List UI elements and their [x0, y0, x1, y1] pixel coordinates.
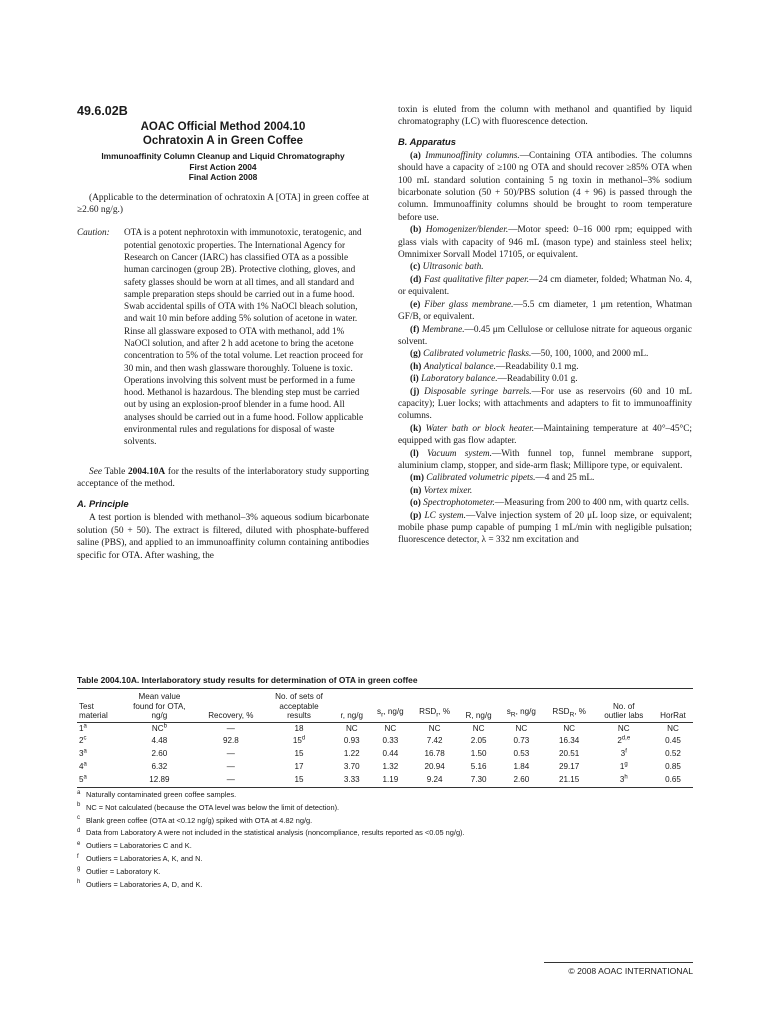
cell-sr: 1.19 — [370, 774, 411, 787]
apparatus-list — [398, 150, 692, 547]
method-technique: Immunoaffinity Column Cleanup and Liquid Chromatography — [101, 151, 345, 161]
cell-rsdR: 16.34 — [559, 736, 580, 746]
apparatus-letter: (h) — [410, 361, 422, 372]
method-subtitle: Ochratoxin A in Green Coffee — [142, 135, 304, 147]
cell-R: 1.50 — [470, 749, 487, 759]
cell-sets: 15 — [264, 774, 334, 787]
table-footnotes — [77, 789, 693, 891]
table-caption: Table 2004.10A. Interlaboratory study results for determination of OTA in green coffee — [77, 675, 418, 685]
apparatus-letter: (c) — [410, 262, 421, 273]
left-column — [77, 104, 369, 562]
cell-mean: $NC^b$ — [151, 722, 167, 733]
cell-rsdR: 21.15 — [544, 774, 595, 787]
apparatus-text: —Valve injection system of 20 μL loop size, or equivalent; mobile phase pump capable of pumping 1 mL/min with negligible pulsation; fluorescence detector, λ = 332 nm excitation and — [398, 510, 693, 546]
cell-mean: 6.32 — [151, 762, 168, 772]
table-section — [77, 675, 693, 891]
cell-rsdr: NC — [428, 723, 441, 733]
page-footer: © 2008 AOAC INTERNATIONAL — [544, 962, 693, 976]
apparatus-heading: B. Apparatus — [398, 135, 456, 147]
header-mean-value: Mean value found for OTA, ng/g — [121, 689, 197, 723]
header-R: R, ng/g — [458, 689, 499, 723]
apparatus-text: —Containing OTA antibodies. The columns should have a capacity of ≥100 ng OTA and should recover ≥85% OTA when 100 mL standard solution containing 5 ng toxin in methanol–3% sodium bicarbonate solution (50 + 50)/PBS solution (4 + 96) is passed through the column. Immunoaffinity columns should be brought to room temperature before use. — [398, 150, 692, 223]
apparatus-text: —5.5 cm diameter, 1 μm retention, Whatman GF/B, or equivalent. — [398, 299, 692, 323]
cell-material: 2$^c$ — [79, 735, 87, 746]
cell-sr: 1.32 — [382, 762, 399, 772]
apparatus-item — [398, 150, 692, 224]
cell-recovery: — — [226, 749, 235, 759]
cell-rsdr: 20.94 — [424, 762, 445, 772]
cell-recovery: 92.8 — [222, 736, 239, 746]
principle-continued: toxin is eluted from the column with methanol and quantified by liquid chromatography (LC) with fluorescence detection. — [398, 105, 692, 128]
cell-horrat: NC — [667, 723, 679, 733]
right-column — [398, 104, 692, 547]
apparatus-letter: (g) — [410, 349, 421, 360]
header-test-material: Test material — [77, 689, 121, 723]
cell-sR: NC — [515, 723, 528, 733]
cell-sr: 0.44 — [382, 749, 399, 759]
footnote: $^f$ Outliers = Laboratories A, K, and N. — [77, 853, 203, 864]
footnote: $^e$ Outliers = Laboratories C and K. — [77, 840, 192, 851]
cell-R: NC — [472, 723, 485, 733]
see-table-paragraph — [77, 466, 369, 491]
apparatus-name: Analytical balance. — [423, 361, 496, 372]
apparatus-name: Vacuum system. — [427, 448, 492, 459]
apparatus-name: Spectrophotometer. — [423, 498, 495, 509]
apparatus-item — [398, 361, 692, 373]
apparatus-name: Fast qualitative filter paper. — [423, 274, 530, 285]
cell-material: 1$^a$ — [79, 722, 87, 733]
cell-sets: 17 — [294, 762, 304, 772]
cell-recovery: — — [198, 774, 265, 787]
cell-mean: 12.89 — [121, 774, 197, 787]
apparatus-letter: (m) — [410, 473, 424, 484]
cell-r: 3.70 — [343, 762, 360, 772]
apparatus-item — [398, 261, 692, 273]
see-pre: Table — [102, 466, 128, 477]
cell-r: NC — [345, 723, 358, 733]
table-row — [77, 722, 693, 735]
cell-rsdR: 20.51 — [559, 749, 580, 759]
footnote: $^g$ Outlier = Laboratory K. — [77, 866, 161, 876]
cell-sets: 15$^d$ — [292, 735, 306, 746]
cell-material: 5$^a$ — [77, 774, 121, 787]
cell-sets: 18 — [294, 723, 304, 733]
apparatus-item — [398, 373, 692, 385]
apparatus-item — [398, 299, 692, 324]
cell-r: 1.22 — [343, 749, 360, 759]
cell-r: 0.93 — [343, 736, 360, 746]
apparatus-text: —4 and 25 mL. — [535, 473, 595, 484]
caution-text: OTA is a potent nephrotoxin with immunotoxic, teratogenic, and potential genotoxic properties. The International Agency for Research on Cancer (IARC) has classified OTA as a possible human carcinogen (group 2B). Protective clothing, gloves, and safety glasses should be worn at all times, and all standard and sample preparation steps should be carried out in a fume hood. Swab accidental spills of OTA with 1% NaOCl bleach solution, and wait 10 min before adding 5% solution of acetone in water. Rinse all glassware exposed to OTA with methanol, add 1% NaOCl solution, and after 2 h add acetone to bring the acetone concentration to 5% of the total volume. Let reaction proceed for 30 min, and then wash glassware thoroughly. Toluene is toxic. Operations involving this solvent must be performed in a fume hood. Methanol is hazardous. The blending step must be carried out by using an explosion-proof blender in a fume hood. All analyses should be carried out in a fume hood. Follow applicable environmental rules and regulations for disposal of waste solvents. — [124, 227, 364, 447]
header-rsdr: $RSD_r$, % — [411, 689, 458, 723]
cell-horrat: 0.52 — [665, 749, 681, 759]
footnote: $^d$ Data from Laboratory A were not included in the statistical analysis (noncompliance, results reported as <0.05 ng/g). — [77, 827, 465, 838]
apparatus-item — [398, 423, 692, 448]
apparatus-item — [398, 485, 692, 497]
apparatus-item — [398, 386, 692, 423]
apparatus-name: Disposable syringe barrels. — [424, 386, 532, 397]
table-row — [77, 774, 693, 787]
apparatus-name: Laboratory balance. — [421, 374, 498, 385]
cell-material: 3$^a$ — [79, 748, 87, 759]
footnote: $^h$ Outliers = Laboratories A, D, and K. — [77, 879, 203, 889]
apparatus-item — [398, 472, 692, 484]
final-action: Final Action 2008 — [188, 172, 258, 182]
apparatus-letter: (o) — [410, 498, 421, 509]
table-row — [77, 761, 693, 774]
cell-mean: 2.60 — [151, 749, 168, 759]
results-table — [77, 688, 693, 788]
apparatus-text: —Readability 0.01 g. — [497, 374, 578, 385]
apparatus-name: Membrane. — [421, 324, 465, 335]
cell-sR: 0.73 — [513, 736, 530, 746]
cell-R: 2.05 — [470, 736, 487, 746]
cell-outliers: 1$^g$ — [619, 761, 628, 772]
apparatus-name: Ultrasonic bath. — [422, 262, 484, 273]
cell-R: 5.16 — [470, 762, 487, 772]
see-word: See — [89, 466, 103, 477]
apparatus-text: —24 cm diameter, folded; Whatman No. 4, or equivalent. — [398, 274, 692, 298]
table-reference: 2004.10A — [127, 466, 166, 477]
apparatus-text: —Motor speed: 0–16 000 rpm; equipped with glass vials with capacity of 946 mL (mason type) and stainless steel helix; Omnimixer Sorvall Model 17105, or equivalent. — [398, 225, 692, 261]
apparatus-name: Vortex mixer. — [423, 485, 473, 496]
cell-recovery: — — [226, 723, 235, 733]
apparatus-text: —Readability 0.1 mg. — [496, 361, 579, 372]
principle-heading: A. Principle — [77, 498, 129, 510]
header-sets: No. of sets of acceptable results — [264, 689, 334, 723]
cell-mean: 4.48 — [151, 736, 168, 746]
apparatus-item — [398, 274, 692, 299]
cell-R: 7.30 — [458, 774, 499, 787]
cell-horrat: 0.45 — [665, 736, 681, 746]
apparatus-letter: (i) — [410, 374, 419, 385]
table-row — [77, 748, 693, 761]
cell-sR: 1.84 — [513, 762, 530, 772]
apparatus-text: —Measuring from 200 to 400 nm, with quartz cells. — [494, 498, 690, 509]
cell-rsdR: NC — [563, 723, 576, 733]
apparatus-letter: (k) — [410, 423, 422, 434]
caution-label: Caution: — [77, 227, 110, 238]
cell-recovery: — — [226, 762, 235, 772]
apparatus-text: —0.45 μm Cellulose or cellulose nitrate for aqueous organic solvent. — [398, 324, 693, 347]
header-outliers: No. of outlier labs — [595, 689, 653, 723]
apparatus-item — [398, 497, 692, 509]
apparatus-item — [398, 224, 692, 261]
apparatus-name: Calibrated volumetric pipets. — [426, 473, 536, 484]
apparatus-name: LC system. — [424, 510, 466, 521]
footnote: $^a$ Naturally contaminated green coffee samples. — [77, 789, 237, 800]
apparatus-item — [398, 348, 692, 360]
cell-sR: 2.60 — [499, 774, 544, 787]
apparatus-item — [398, 510, 692, 547]
apparatus-letter: (d) — [410, 274, 422, 285]
table-header-row — [77, 689, 693, 723]
header-sr: $s_r$, ng/g — [370, 689, 411, 723]
apparatus-item — [398, 324, 692, 349]
header-rsdR: $RSD_R$, % — [544, 689, 595, 723]
see-post: for the results of the interlaboratory study supporting acceptance of the method. — [77, 466, 369, 490]
apparatus-letter: (n) — [410, 485, 422, 496]
cell-material: 4$^a$ — [79, 761, 87, 772]
cell-sR: 0.53 — [513, 749, 530, 759]
apparatus-text: —For use as reservoirs (60 and 10 mL capacity); Luer locks; with attachments and adapters to fit to immunoaffinity columns. — [398, 386, 692, 422]
apparatus-letter: (l) — [410, 448, 419, 459]
apparatus-name: Immunoaffinity columns. — [425, 150, 520, 161]
apparatus-letter: (a) — [410, 150, 421, 161]
cell-outliers: NC — [617, 723, 630, 733]
apparatus-letter: (f) — [410, 324, 420, 335]
header-horrat: HorRat — [653, 689, 693, 723]
apparatus-name: Calibrated volumetric flasks. — [423, 349, 532, 360]
cell-outliers: 3$^f$ — [620, 748, 627, 759]
cell-sets: 15 — [294, 749, 304, 759]
header-sR: $s_R$, ng/g — [499, 689, 544, 723]
first-action: First Action 2004 — [189, 161, 257, 172]
apparatus-letter: (b) — [410, 225, 422, 236]
header-r: r, ng/g — [334, 689, 370, 723]
cell-outliers: 2$^{d,e}$ — [617, 735, 631, 746]
footnote: $^b$ NC = Not calculated (because the OTA level was below the limit of detection). — [77, 802, 340, 812]
principle-text: A test portion is blended with methanol–3% aqueous sodium bicarbonate solution (50 + 50). The extract is filtered, diluted with phosphate-buffered saline (PBS), and applied to an immunoaffinity column containing antibodies specific for OTA. After washing, the — [77, 513, 369, 561]
method-title: AOAC Official Method 2004.10 — [140, 121, 306, 133]
apparatus-letter: (e) — [410, 299, 421, 310]
cell-sr: 0.33 — [382, 736, 399, 746]
table-row — [77, 735, 693, 748]
cell-sr: NC — [384, 723, 397, 733]
cell-rsdR: 29.17 — [559, 762, 580, 772]
apparatus-text: —With funnel top, funnel membrane support, aluminium clamp, stopper, and side-arm flask; Millipore type, or equivalent. — [398, 448, 692, 471]
cell-rsdr: 9.24 — [411, 774, 458, 787]
footnote: $^c$ Blank green coffee (OTA at <0.12 ng/g) spiked with OTA at 4.82 ng/g. — [77, 815, 313, 825]
apparatus-name: Water bath or block heater. — [425, 423, 535, 434]
header-recovery: Recovery, % — [198, 689, 265, 723]
caution-block — [77, 226, 369, 447]
apparatus-letter: (p) — [410, 510, 422, 521]
apparatus-name: Fiber glass membrane. — [424, 299, 514, 310]
apparatus-text: —Maintaining temperature at 40°–45°C; equipped with gas flow adapter. — [398, 423, 692, 447]
cell-rsdr: 7.42 — [426, 736, 443, 746]
cell-outliers: 3$^h$ — [595, 774, 653, 787]
cell-horrat: 0.85 — [665, 762, 681, 772]
cell-rsdr: 16.78 — [424, 749, 445, 759]
applicability: (Applicable to the determination of ochratoxin A [OTA] in green coffee at ≥2.60 ng/g.) — [77, 192, 369, 215]
apparatus-item — [398, 448, 692, 473]
apparatus-text: —50, 100, 1000, and 2000 mL. — [531, 349, 649, 360]
apparatus-letter: (j) — [410, 386, 420, 397]
section-number: 49.6.02B — [77, 104, 128, 118]
apparatus-name: Homogenizer/blender. — [425, 225, 509, 236]
cell-horrat: 0.65 — [653, 774, 693, 787]
cell-r: 3.33 — [334, 774, 370, 787]
